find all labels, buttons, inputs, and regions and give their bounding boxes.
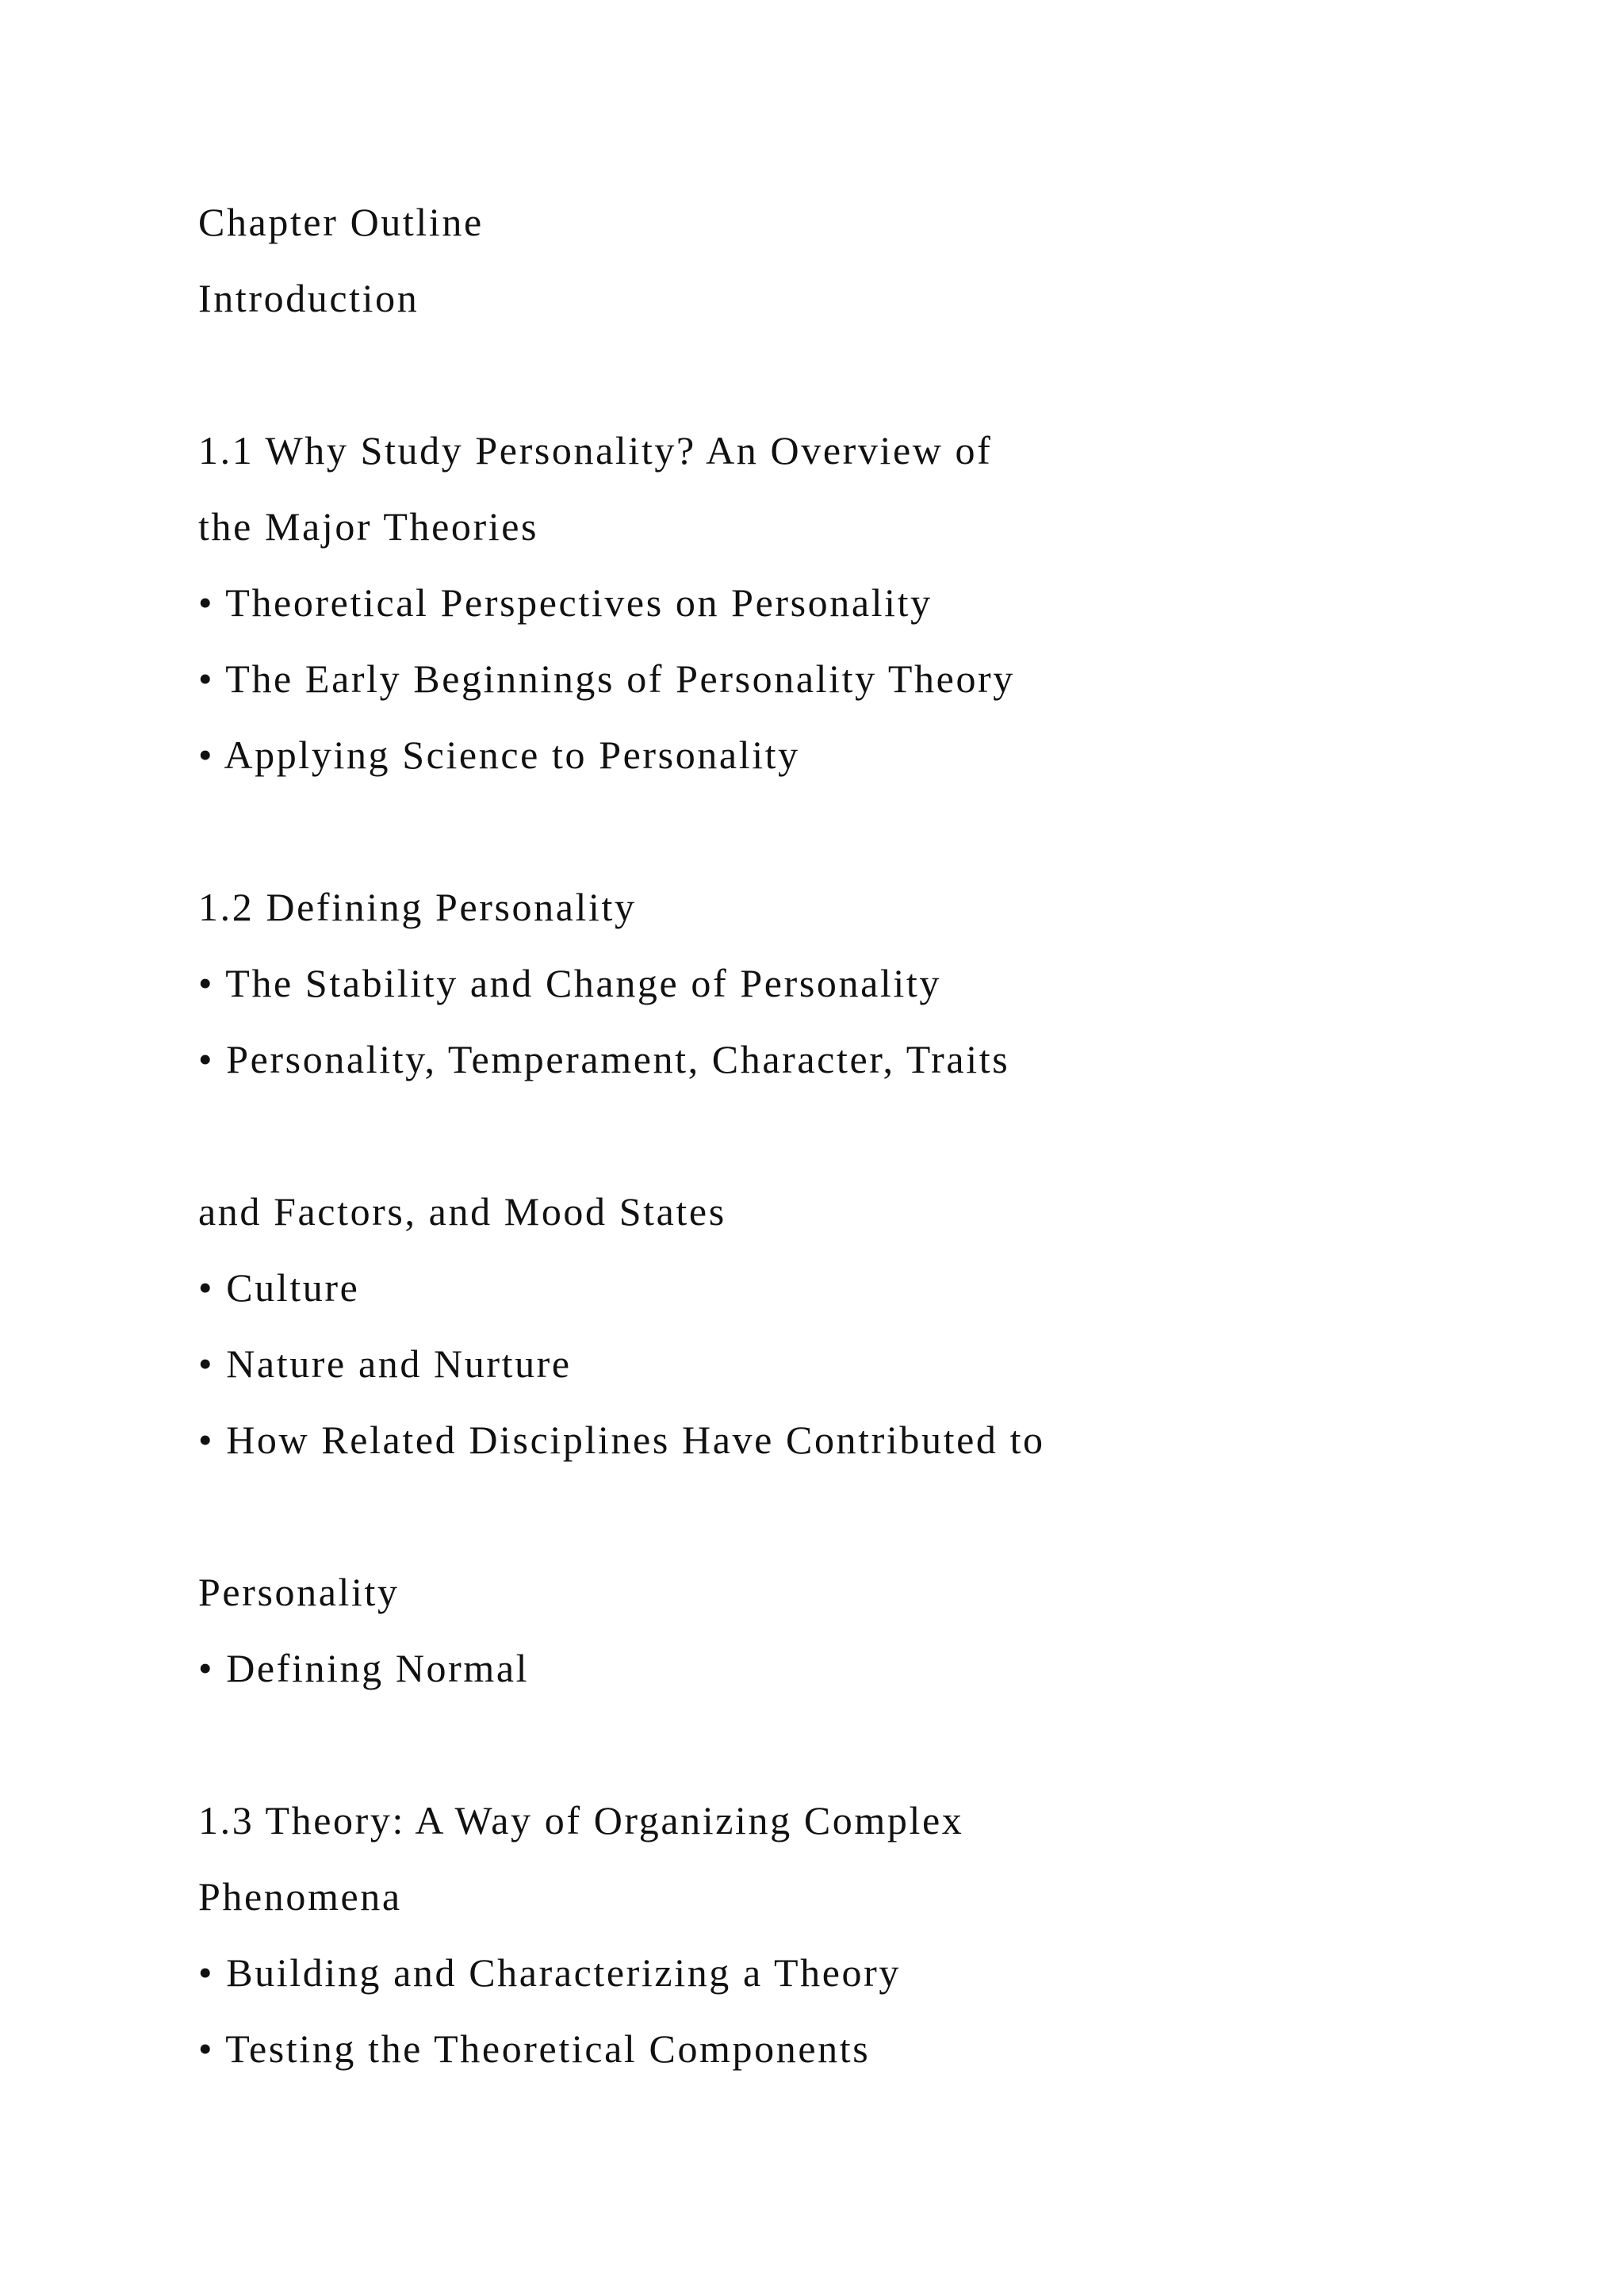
- section-1-2-title: 1.2 Defining Personality: [198, 885, 637, 929]
- chapter-outline-heading: Chapter Outline: [198, 200, 484, 244]
- outline-bullet-item: • Culture: [198, 1265, 360, 1310]
- outline-bullet-item: • Testing the Theoretical Components: [198, 2026, 871, 2071]
- introduction-line: Introduction: [198, 276, 419, 320]
- outline-bullet-item: • Personality, Temperament, Character, Traits: [198, 1037, 1010, 1081]
- outline-bullet-item: • Applying Science to Personality: [198, 733, 800, 777]
- section-1-1-title-cont: the Major Theories: [198, 504, 539, 549]
- outline-bullet-item: • Building and Characterizing a Theory: [198, 1950, 901, 1995]
- outline-line-continuation: Personality: [198, 1570, 400, 1614]
- outline-bullet-item: • Defining Normal: [198, 1646, 530, 1690]
- section-1-1-title: 1.1 Why Study Personality? An Overview of: [198, 428, 993, 473]
- outline-bullet-item: • The Stability and Change of Personality: [198, 961, 941, 1005]
- outline-line-continuation: and Factors, and Mood States: [198, 1189, 726, 1234]
- section-1-3-title: 1.3 Theory: A Way of Organizing Complex: [198, 1798, 964, 1843]
- outline-bullet-item: • The Early Beginnings of Personality Theory: [198, 656, 1015, 701]
- outline-bullet-item: • How Related Disciplines Have Contributed to: [198, 1418, 1045, 1462]
- outline-bullet-item: • Theoretical Perspectives on Personality: [198, 580, 933, 625]
- section-1-3-title-cont: Phenomena: [198, 1874, 402, 1919]
- outline-bullet-item: • Nature and Nurture: [198, 1341, 572, 1386]
